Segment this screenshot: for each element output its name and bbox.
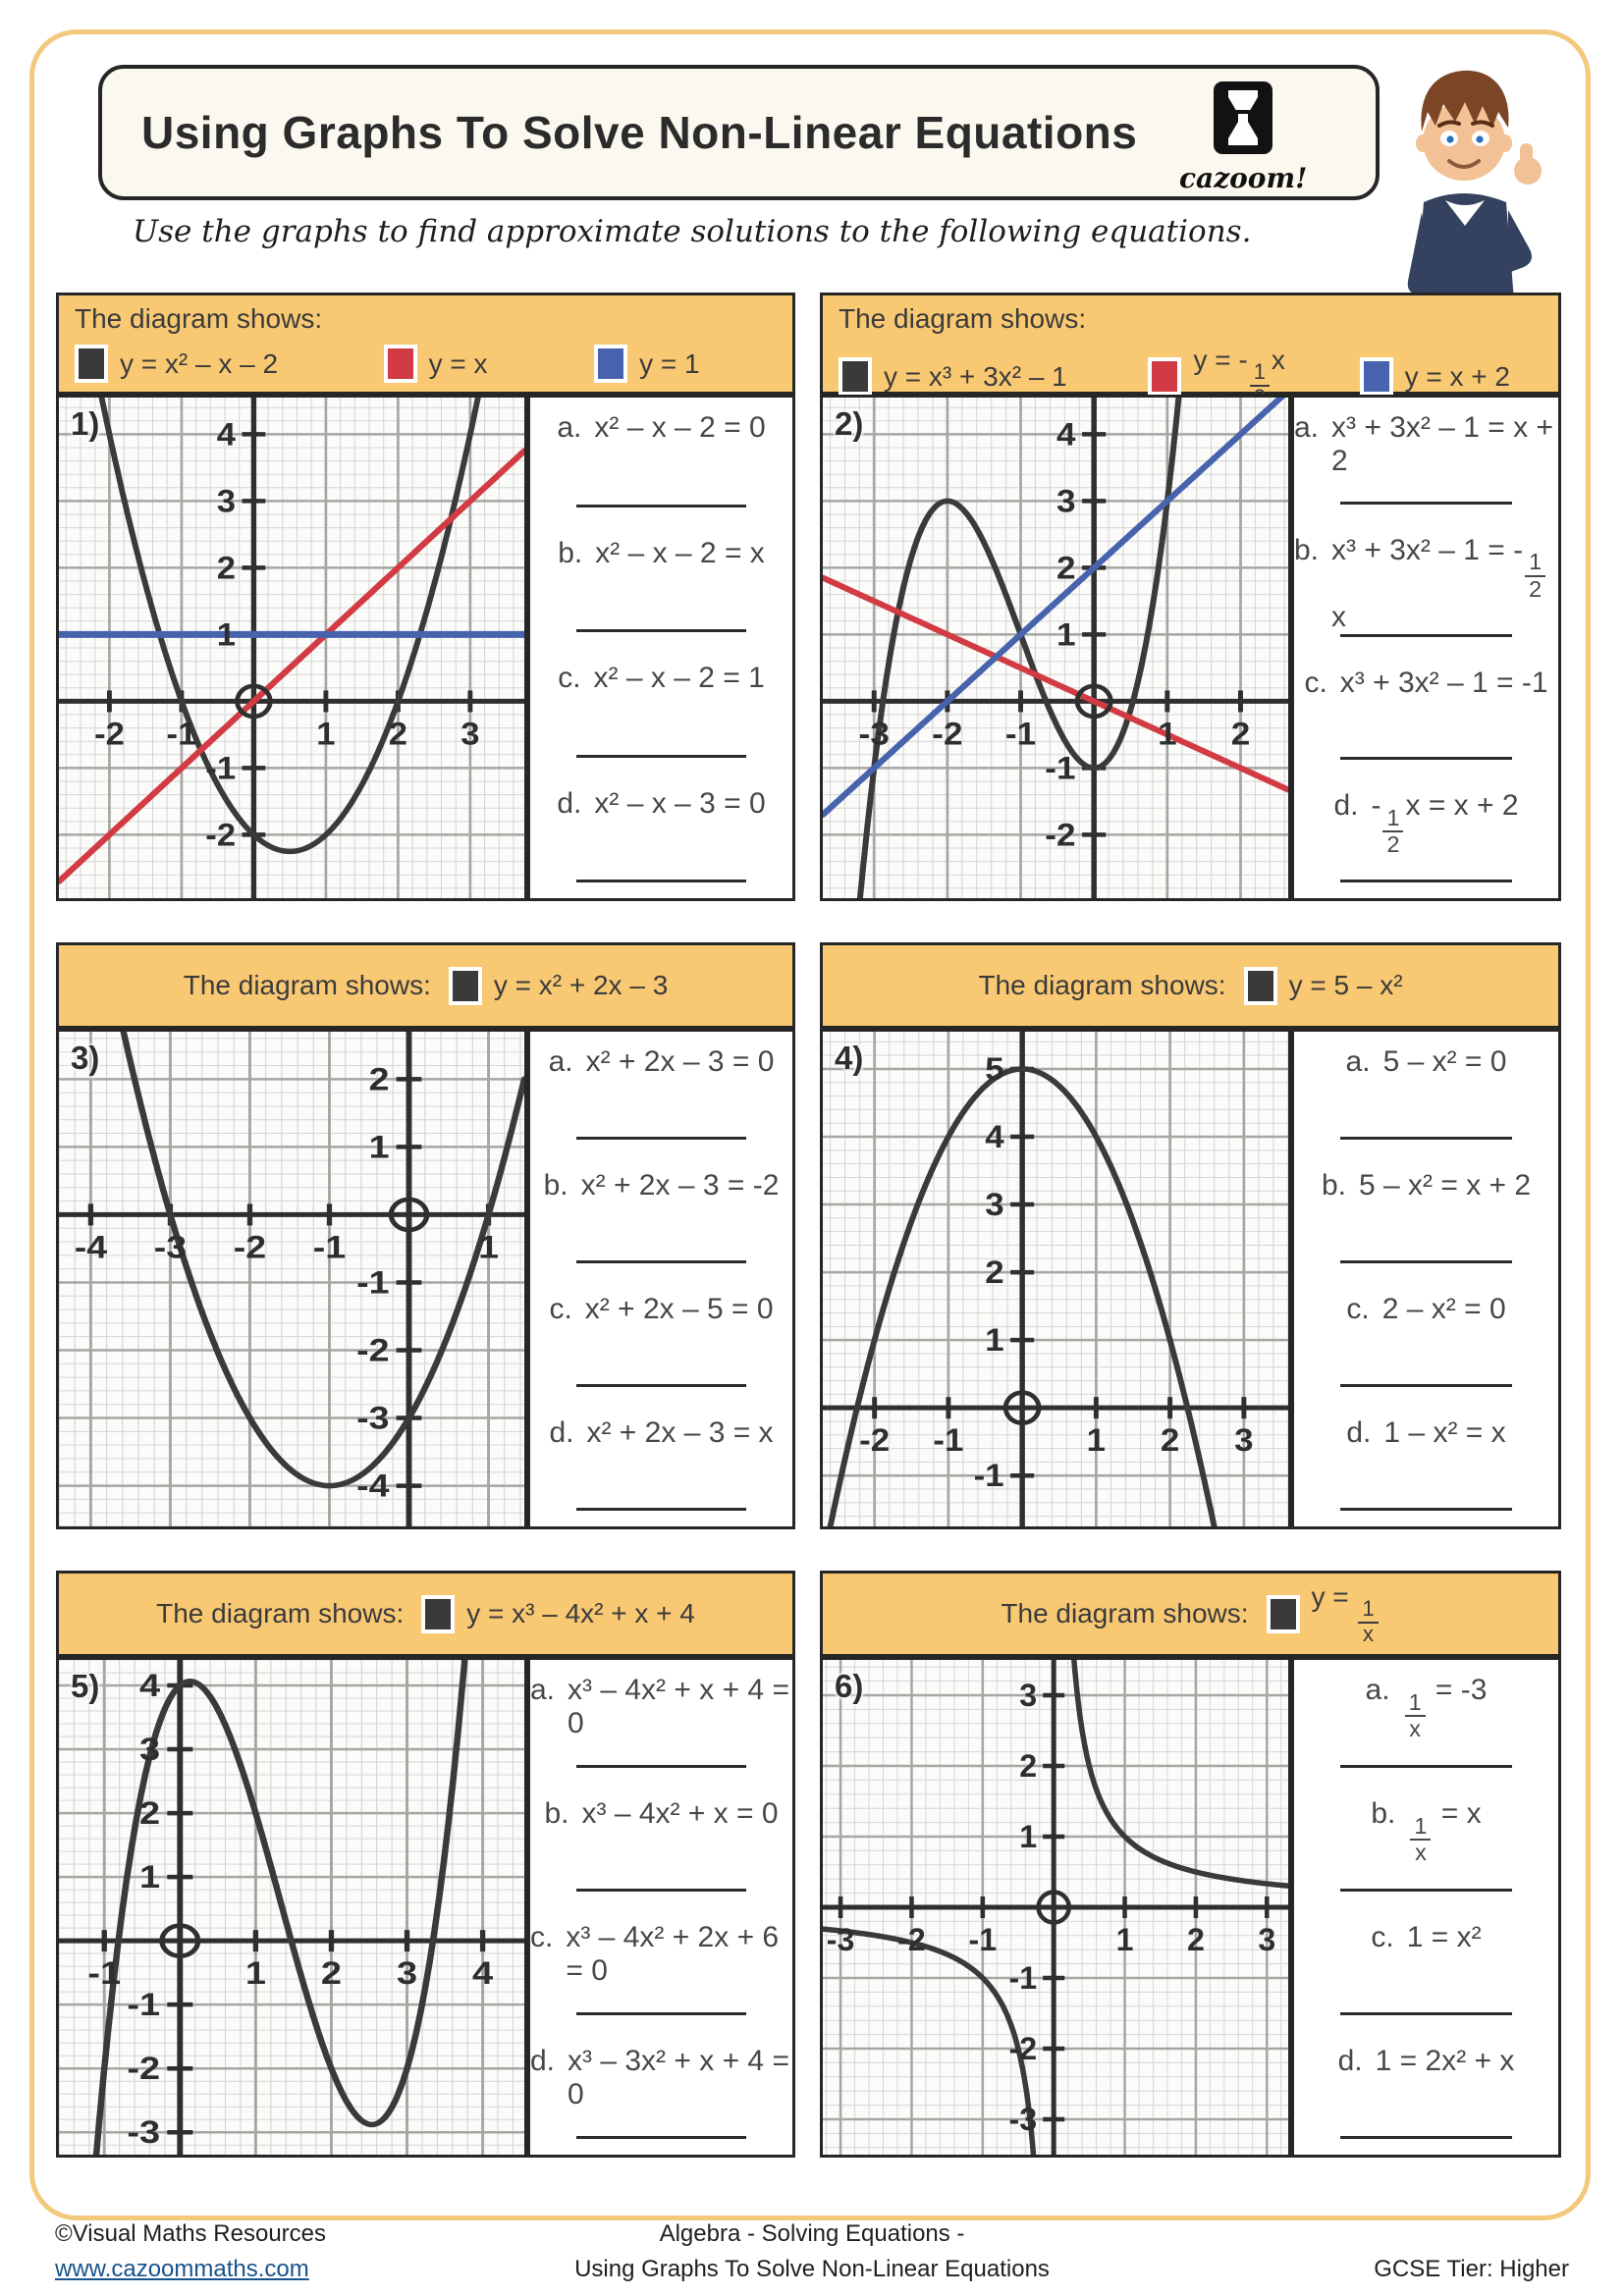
svg-text:1: 1	[316, 717, 336, 753]
svg-text:-1: -1	[127, 1987, 161, 2023]
legend-swatch-icon	[449, 967, 482, 1005]
footer	[55, 2216, 1569, 2287]
svg-text:-4: -4	[356, 1468, 390, 1504]
legend-swatch-icon	[1267, 1595, 1300, 1633]
question-letter: c.	[530, 1921, 554, 1953]
instruction-text: Use the graphs to find approximate solutions to the following equations.	[133, 214, 1252, 249]
legend-item	[1267, 1581, 1380, 1646]
panel-legend	[820, 942, 1561, 1029]
question-line	[549, 1416, 773, 1450]
question-row	[1294, 1660, 1558, 1784]
svg-text:-2: -2	[1008, 2031, 1038, 2066]
svg-text:1: 1	[368, 1129, 390, 1165]
svg-text:1: 1	[1158, 717, 1177, 753]
question-line	[1346, 1045, 1507, 1079]
question-line	[549, 1293, 773, 1326]
panel-body	[820, 1029, 1561, 1529]
svg-text:-2: -2	[932, 717, 963, 753]
legend-swatch-icon	[75, 345, 108, 383]
svg-text:-3: -3	[127, 2114, 161, 2151]
question-line	[1338, 2045, 1515, 2078]
question-row	[530, 398, 792, 523]
question-letter: a.	[548, 1045, 573, 1078]
legend-swatch-icon	[384, 345, 417, 383]
page-title: Using Graphs To Solve Non-Linear Equations	[141, 107, 1138, 158]
questions-box	[1291, 395, 1561, 901]
question-equation: $\frac{1}{x}$ = x	[1408, 1797, 1481, 1865]
svg-text:3: 3	[396, 1955, 418, 1992]
svg-text:3: 3	[1056, 484, 1076, 520]
question-line	[557, 411, 765, 445]
svg-text:-2: -2	[233, 1230, 267, 1265]
answer-blank	[576, 1508, 747, 1511]
answer-blank	[1340, 1384, 1512, 1387]
legend-item	[839, 357, 1148, 396]
question-row	[1294, 1279, 1558, 1403]
svg-text:2: 2	[388, 717, 408, 753]
answer-blank	[1340, 1508, 1512, 1511]
svg-text:2: 2	[320, 1955, 343, 1992]
question-line	[1304, 667, 1547, 700]
svg-text:-1: -1	[1045, 751, 1076, 787]
question-row	[1294, 398, 1558, 520]
question-letter: b.	[543, 1169, 568, 1201]
svg-text:1: 1	[244, 1955, 266, 1992]
question-row	[1294, 1155, 1558, 1279]
graph-plot	[823, 1660, 1288, 2155]
question-row	[530, 1784, 792, 1907]
answer-blank	[576, 1765, 747, 1768]
legend-title: The diagram shows:	[183, 970, 431, 1000]
answer-blank	[1340, 1889, 1512, 1892]
answer-blank	[1340, 757, 1512, 760]
answer-blank	[576, 1889, 747, 1892]
panel-legend	[820, 293, 1561, 395]
site-link[interactable]: www.cazoommaths.com	[55, 2256, 309, 2282]
question-row	[1294, 1784, 1558, 1907]
worksheet-panel	[56, 1571, 795, 2158]
question-letter: b.	[544, 1797, 569, 1830]
answer-blank	[1340, 1765, 1512, 1768]
question-equation: x² + 2x – 3 = -2	[580, 1169, 780, 1201]
panel-body	[820, 1657, 1561, 2158]
svg-text:3: 3	[139, 1732, 161, 1768]
svg-text:-2: -2	[356, 1333, 390, 1368]
panel-body	[56, 395, 795, 901]
question-letter: d.	[1337, 2045, 1363, 2077]
svg-text:1: 1	[1115, 1922, 1134, 1957]
question-equation: 5 – x² = x + 2	[1358, 1169, 1532, 1201]
question-equation: x² + 2x – 5 = 0	[584, 1293, 774, 1325]
svg-text:1: 1	[985, 1323, 1004, 1359]
legend-title: The diagram shows:	[75, 303, 323, 334]
question-row	[1294, 653, 1558, 775]
legend-swatch-icon	[839, 357, 872, 396]
legend-swatch-icon	[1148, 357, 1181, 396]
legend-item	[384, 345, 595, 383]
footer-topic-line2: Using Graphs To Solve Non-Linear Equations	[574, 2256, 1050, 2282]
svg-text:1: 1	[216, 617, 237, 654]
question-row	[530, 1279, 792, 1403]
panel-number: 1)	[71, 405, 100, 442]
question-line	[549, 1045, 775, 1079]
question-line	[558, 662, 765, 695]
answer-blank	[1340, 1137, 1512, 1140]
tier-label: GCSE Tier: Higher	[1374, 2256, 1569, 2282]
svg-text:-1: -1	[968, 1922, 998, 1957]
question-letter: c.	[549, 1293, 572, 1325]
question-letter: d.	[530, 2045, 556, 2077]
question-row	[1294, 1032, 1558, 1155]
answer-blank	[1340, 2136, 1512, 2139]
svg-text:2: 2	[139, 1795, 161, 1832]
question-equation: 1 = 2x² + x	[1375, 2045, 1515, 2077]
graph-plot	[59, 398, 524, 898]
question-line	[1366, 1674, 1488, 1741]
legend-swatch-icon	[1244, 967, 1277, 1005]
legend-item	[449, 967, 668, 1005]
legend-item	[594, 345, 777, 383]
question-row	[530, 523, 792, 649]
title-box	[98, 65, 1380, 200]
svg-text:1: 1	[1086, 1423, 1107, 1459]
question-letter: b.	[1321, 1169, 1346, 1201]
graph-plot	[823, 1032, 1288, 1526]
answer-blank	[576, 1384, 747, 1387]
svg-text:3: 3	[1019, 1678, 1038, 1713]
questions-box	[1291, 1029, 1561, 1529]
question-letter: b.	[558, 536, 583, 569]
graph-box	[820, 395, 1291, 901]
svg-text:1: 1	[1019, 1819, 1038, 1854]
graph-box	[820, 1029, 1291, 1529]
svg-text:-2: -2	[127, 2051, 161, 2087]
question-equation: x³ + 3x² – 1 = x + 2	[1331, 411, 1553, 477]
svg-text:-3: -3	[826, 1922, 855, 1957]
svg-text:4: 4	[1056, 417, 1076, 454]
question-letter: c.	[1304, 667, 1327, 700]
answer-blank	[576, 1260, 747, 1263]
fraction: $\frac{1}{2}$	[1525, 550, 1545, 601]
footer-topic-line1: Algebra - Solving Equations -	[659, 2220, 965, 2247]
fraction: $\frac{1}{x}$	[1410, 1814, 1431, 1865]
svg-text:-1: -1	[973, 1459, 1004, 1494]
question-line	[1294, 411, 1558, 478]
answer-blank	[576, 880, 747, 882]
svg-text:-1: -1	[1004, 717, 1037, 753]
svg-text:-2: -2	[897, 1922, 926, 1957]
panels-grid	[56, 293, 1561, 2158]
questions-box	[527, 395, 795, 901]
question-letter: a.	[557, 411, 582, 444]
question-line	[544, 1169, 780, 1202]
question-row	[530, 1907, 792, 2031]
fraction: $\frac{1}{x}$	[1358, 1598, 1378, 1646]
svg-text:-1: -1	[312, 1230, 347, 1265]
cazoom-logo-icon	[1213, 80, 1273, 155]
svg-text:2: 2	[1019, 1748, 1038, 1784]
legend-items	[75, 345, 777, 383]
question-letter: c.	[558, 662, 581, 694]
fraction: $\frac{1}{2}$	[1382, 806, 1403, 857]
question-equation: x³ – 4x² + x = 0	[581, 1797, 779, 1830]
question-line	[557, 787, 765, 821]
question-line	[558, 537, 765, 570]
fraction: 1	[1250, 361, 1270, 409]
svg-text:-1: -1	[87, 1955, 122, 1992]
question-line	[1294, 534, 1558, 635]
svg-text:1: 1	[139, 1859, 161, 1896]
question-letter: d.	[1333, 789, 1359, 823]
question-row	[530, 1660, 792, 1784]
svg-text:4: 4	[216, 417, 237, 454]
question-letter: d.	[1346, 1416, 1372, 1449]
svg-text:-3: -3	[1008, 2102, 1038, 2137]
legend-label: y = 1	[639, 347, 700, 379]
legend-item	[1360, 357, 1543, 396]
question-letter: b.	[1371, 1797, 1396, 1830]
graph-box	[56, 1029, 527, 1529]
worksheet-panel	[56, 942, 795, 1529]
worksheet-panel	[820, 942, 1561, 1529]
question-row	[530, 2031, 792, 2155]
svg-text:2: 2	[1160, 1423, 1180, 1459]
svg-text:2: 2	[1230, 717, 1251, 753]
panel-number: 4)	[835, 1040, 864, 1076]
questions-box	[1291, 1657, 1561, 2158]
graph-box	[56, 395, 527, 901]
svg-text:-4: -4	[74, 1230, 108, 1265]
answer-blank	[1340, 2012, 1512, 2015]
svg-text:3: 3	[985, 1188, 1004, 1223]
svg-text:-1: -1	[356, 1265, 390, 1301]
question-line	[1333, 789, 1518, 857]
legend-title: The diagram shows:	[839, 303, 1087, 334]
question-equation: x² – x – 2 = 0	[594, 411, 766, 444]
panel-legend	[56, 942, 795, 1029]
question-equation: x² + 2x – 3 = 0	[585, 1045, 775, 1078]
question-row	[530, 1403, 792, 1526]
question-row	[1294, 1403, 1558, 1526]
worksheet-panel	[820, 1571, 1561, 2158]
legend-swatch-icon	[1360, 357, 1393, 396]
svg-text:-1: -1	[205, 751, 237, 787]
question-row	[530, 774, 792, 899]
svg-text:4: 4	[985, 1120, 1004, 1155]
question-equation: x² – x – 2 = x	[595, 536, 765, 569]
answer-blank	[1340, 1260, 1512, 1263]
legend-item	[1244, 967, 1403, 1005]
svg-text:-2: -2	[205, 818, 237, 854]
svg-text:4: 4	[472, 1955, 494, 1992]
legend-label: y = x³ + 3x² – 1	[884, 360, 1067, 392]
cazoom-logo	[1179, 80, 1307, 194]
answer-blank	[576, 755, 747, 758]
svg-text:2: 2	[1186, 1922, 1205, 1957]
questions-box	[527, 1029, 795, 1529]
legend-label: y = x	[428, 347, 488, 379]
graph-plot	[59, 1032, 524, 1526]
legend-title: The diagram shows:	[978, 970, 1226, 1000]
legend-label: y = $\frac{1}{x}$	[1312, 1581, 1380, 1646]
cazoom-logo-text: cazoom!	[1179, 162, 1308, 194]
panel-number: 2)	[835, 405, 864, 442]
worksheet-panel	[56, 293, 795, 901]
question-letter: a.	[530, 1674, 556, 1706]
question-equation: x³ + 3x² – 1 = - $\frac{1}{2}$ x	[1331, 534, 1558, 635]
svg-text:-1: -1	[933, 1423, 964, 1459]
question-letter: c.	[1371, 1921, 1394, 1953]
panel-number: 5)	[71, 1668, 100, 1704]
question-line	[530, 1921, 792, 1988]
svg-text:5: 5	[985, 1052, 1004, 1088]
legend-items	[1267, 1581, 1380, 1646]
question-letter: a.	[1365, 1674, 1390, 1706]
panel-body	[56, 1657, 795, 2158]
legend-items	[1244, 967, 1403, 1005]
svg-text:3: 3	[216, 484, 237, 520]
svg-text:-2: -2	[94, 717, 125, 753]
question-equation: 2 – x² = 0	[1381, 1293, 1506, 1325]
svg-text:-2: -2	[1045, 818, 1076, 854]
question-line	[530, 1674, 792, 1740]
svg-text:2: 2	[1056, 551, 1076, 587]
panel-legend	[820, 1571, 1561, 1657]
question-equation: 1 = x²	[1406, 1921, 1482, 1953]
answer-blank	[576, 2136, 747, 2139]
question-line	[1371, 1921, 1481, 1954]
question-row	[530, 1032, 792, 1155]
question-letter: d.	[557, 786, 582, 820]
question-equation: 1 – x² = x	[1383, 1416, 1506, 1449]
question-letter: a.	[1294, 411, 1320, 444]
svg-text:-1: -1	[166, 717, 197, 753]
question-row	[530, 1155, 792, 1279]
legend-title: The diagram shows:	[1001, 1598, 1249, 1629]
panel-legend	[56, 293, 795, 395]
answer-blank	[576, 1137, 747, 1140]
answer-blank	[1340, 634, 1512, 637]
svg-text:4: 4	[139, 1668, 161, 1704]
panel-body	[56, 1029, 795, 1529]
question-line	[1371, 1797, 1481, 1865]
svg-text:3: 3	[1234, 1423, 1254, 1459]
legend-title: The diagram shows:	[156, 1598, 405, 1629]
legend-item	[75, 345, 384, 383]
svg-text:3: 3	[1258, 1922, 1276, 1957]
question-equation: x² + 2x – 3 = x	[586, 1416, 774, 1449]
question-equation: x² – x – 3 = 0	[594, 786, 766, 820]
question-letter: c.	[1346, 1293, 1370, 1325]
question-row	[530, 648, 792, 774]
panel-number: 6)	[835, 1668, 864, 1704]
question-line	[544, 1797, 778, 1831]
answer-blank	[576, 2012, 747, 2015]
legend-items	[449, 967, 668, 1005]
legend-label: y = x + 2	[1404, 360, 1510, 392]
svg-text:2: 2	[216, 551, 237, 587]
legend-swatch-icon	[421, 1595, 455, 1633]
questions-box	[527, 1657, 795, 2158]
footer-credit-block	[55, 2216, 574, 2287]
graph-plot	[823, 398, 1288, 898]
question-letter: a.	[1345, 1045, 1371, 1078]
answer-blank	[1340, 880, 1512, 882]
legend-swatch-icon	[594, 345, 627, 383]
question-row	[1294, 775, 1558, 898]
copyright-text: ©Visual Maths Resources	[55, 2220, 327, 2247]
graph-box	[56, 1657, 527, 2158]
question-equation: x³ + 3x² – 1 = -1	[1339, 667, 1548, 700]
svg-text:1: 1	[478, 1230, 499, 1265]
legend-item	[421, 1595, 695, 1633]
question-line	[1322, 1169, 1531, 1202]
legend-label: y = x² – x – 2	[120, 347, 279, 379]
question-row	[1294, 1907, 1558, 2031]
answer-blank	[576, 629, 747, 632]
graph-plot	[59, 1660, 524, 2155]
question-equation: x³ – 4x² + 2x + 6 = 0	[566, 1921, 780, 1987]
panel-legend	[56, 1571, 795, 1657]
svg-text:2: 2	[985, 1255, 1004, 1291]
question-row	[1294, 520, 1558, 654]
question-row	[1294, 2031, 1558, 2155]
question-equation: x² – x – 2 = 1	[593, 662, 765, 694]
legend-label: y = x² + 2x – 3	[493, 970, 669, 1000]
panel-body	[820, 395, 1561, 901]
question-equation: x³ – 3x² + x + 4 = 0	[568, 2045, 789, 2110]
svg-text:3: 3	[460, 717, 480, 753]
answer-blank	[576, 505, 747, 507]
question-line	[530, 2045, 792, 2111]
legend-label: y = 5 – x²	[1288, 970, 1403, 1000]
svg-text:-1: -1	[1008, 1960, 1038, 1996]
panel-number: 3)	[71, 1040, 100, 1076]
question-letter: b.	[1294, 533, 1320, 566]
question-equation: 5 – x² = 0	[1382, 1045, 1507, 1078]
fraction: $\frac{1}{x}$	[1405, 1690, 1426, 1741]
svg-text:-3: -3	[356, 1401, 390, 1436]
question-line	[1346, 1293, 1505, 1326]
answer-blank	[1340, 502, 1512, 505]
svg-text:-3: -3	[858, 717, 890, 753]
legend-label: y = x³ – 4x² + x + 4	[466, 1598, 695, 1629]
question-letter: d.	[549, 1416, 574, 1449]
legend-items	[421, 1595, 695, 1633]
footer-topic-block	[574, 2216, 1050, 2287]
svg-text:-2: -2	[859, 1423, 891, 1459]
question-equation: $\frac{1}{x}$ = -3	[1403, 1674, 1488, 1741]
legend-label: y = - 1 x	[1193, 345, 1284, 409]
svg-text:2: 2	[368, 1061, 390, 1097]
svg-text:1: 1	[1056, 617, 1076, 654]
worksheet-panel	[820, 293, 1561, 901]
svg-text:-3: -3	[153, 1230, 188, 1265]
graph-box	[820, 1657, 1291, 2158]
question-equation: x³ – 4x² + x + 4 = 0	[568, 1674, 789, 1739]
question-equation: - $\frac{1}{2}$ x = x + 2	[1371, 789, 1519, 858]
question-line	[1346, 1416, 1505, 1450]
